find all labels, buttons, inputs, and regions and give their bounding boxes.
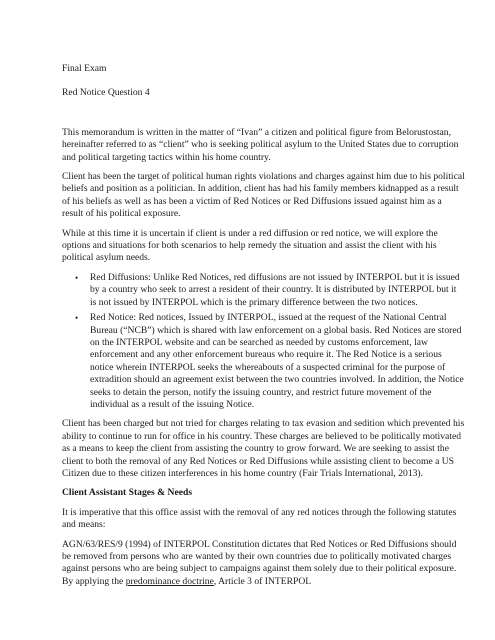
paragraph-agn-resolution xyxy=(62,539,465,589)
list-item-red-diffusions xyxy=(75,271,465,309)
paragraph-charges: Client has been charged but not tried for charges relating to tax evasion and sedition which prevented his ability to continue to run for office in his country. These charges are believed to be politically motivated as a means to keep the client from assisting the country to grow forward. We are seeking to assist the client to both the removal of any Red Notices or Red Diffusions while assisting client to become a US Citizen due to these citizen interferences in his home country (Fair Trials International, 2013). xyxy=(62,418,465,479)
exam-title: Final Exam xyxy=(62,63,107,74)
list-item-text: Red Diffusions: Unlike Red Notices, red diffusions are not issued by INTERPOL but it is issued by a country who seek to arrest a resident of their country. It is distributed by INTERPOL but it is not issued by INTERPOL which is the primary difference between the two notices. xyxy=(90,271,460,308)
paragraph-client-target: Client has been the target of political human rights violations and charges against him due to his political beliefs and position as a politician. In addition, client has had his family members kidnapped as a result of his beliefs as well as has been a victim of Red Notices or Red Diffusions issued against him as a result of his political exposure. xyxy=(62,171,465,220)
paragraph-imperative: It is imperative that this office assist with the removal of any red notices through the following statutes and means: xyxy=(62,506,457,531)
paragraph-text: , Article 3 of INTERPOL xyxy=(213,575,312,587)
bullet-icon: • xyxy=(75,313,79,324)
bullet-icon: • xyxy=(75,272,79,283)
notice-type-list xyxy=(62,272,465,411)
paragraph-text: AGN/63/RES/9 (1994) of INTERPOL Constitution dictates that Red Notices or Red Diffusions should be removed from persons who are wanted by their own countries due to politically motivated charges against persons who are being subject to campaigns against them solely due to their political exposure. By applying the xyxy=(62,538,457,587)
section-heading: Client Assistant Stages & Needs xyxy=(62,487,193,499)
list-item-text: Red Notice: Red notices, Issued by INTERPOL, issued at the request of the National Central Bureau (“NCB”) which is shared with law enforcement on a global basis. Red Notices are stored on the INTERPOL website and can be searched as needed by customs enforcement, law enforcement and any other enforcement bureaus who require it. The Red Notice is a serious notice wherein INTERPOL seeks the whereabouts of a suspected criminal for the purpose of extradition should an agreement exist between the two countries involved. In addition, the Notice seeks to detain the person, notify the issuing country, and restrict future movement of the individual as a result of the issuing Notice. xyxy=(90,312,464,410)
question-title: Red Notice Question 4 xyxy=(62,87,150,99)
paragraph-memorandum: This memorandum is written in the matter of “Ivan” a citizen and political figure from Belorustostan, hereinafter referred to as “client” who is seeking political asylum to the United States due to corruption and political targeting tactics within his home country. xyxy=(62,126,459,163)
predominance-doctrine-link[interactable]: predominance doctrine xyxy=(125,575,214,587)
list-item-red-notice xyxy=(75,312,465,411)
paragraph-uncertain: While at this time it is uncertain if client is under a red diffusion or red notice, we will explore the options and situations for both scenarios to help remedy the situation and assist the client with his political asylum needs. xyxy=(62,227,438,264)
